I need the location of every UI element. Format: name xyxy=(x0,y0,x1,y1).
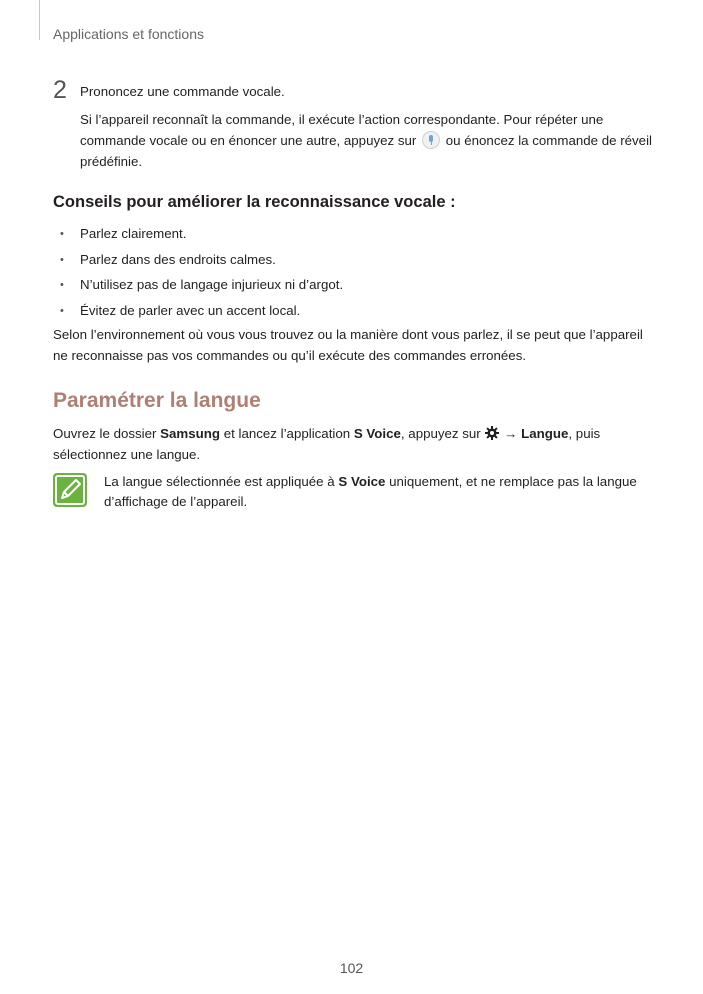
app-name: S Voice xyxy=(353,426,401,441)
app-name: S Voice xyxy=(338,474,386,489)
tip-text: Parlez clairement. xyxy=(80,226,187,241)
running-header: Applications et fonctions xyxy=(53,26,204,42)
instruction-text: , puis sélectionnez une langue. xyxy=(53,426,601,462)
tip-text: Parlez dans des endroits calmes. xyxy=(80,251,276,267)
section-title: Paramétrer la langue xyxy=(53,389,261,412)
step-text-after: ou énoncez la commande de réveil prédéfinie. xyxy=(80,133,652,169)
section-instructions xyxy=(53,423,653,465)
step-description xyxy=(80,109,655,172)
list-item xyxy=(53,251,343,277)
instruction-text: et lancez l’application xyxy=(223,426,351,441)
page-number: 102 xyxy=(339,960,364,976)
instruction-text: Ouvrez le dossier xyxy=(53,426,157,441)
menu-item-langue: Langue xyxy=(521,426,569,441)
bullet-icon: • xyxy=(60,253,64,266)
list-item xyxy=(53,225,343,251)
tips-note: Selon l’environnement où vous vous trouvez ou la manière dont vous parlez, il se peut que l’appareil ne reconnaisse pas vos commandes ou qu’il exécute des commandes erronées. xyxy=(53,327,643,363)
tips-list xyxy=(53,225,343,327)
note-text xyxy=(104,472,654,512)
step-title: Prononcez une commande vocale. xyxy=(80,84,285,99)
note-text-part: La langue sélectionnée est appliquée à xyxy=(104,474,335,489)
bullet-icon: • xyxy=(60,279,64,291)
folder-name: Samsung xyxy=(160,426,221,441)
margin-rule xyxy=(39,0,40,40)
arrow: → xyxy=(504,426,518,441)
step-text-before: Si l’appareil reconnaît la commande, il exécute l’action correspondante. Pour répéter une commande vocale ou en énoncer une autre, appuyez sur xyxy=(80,112,604,148)
tip-text: Évitez de parler avec un accent local. xyxy=(80,302,301,318)
step-number: 2 xyxy=(53,76,67,104)
instruction-text: , appuyez sur xyxy=(400,426,481,441)
bullet-icon: • xyxy=(60,304,64,317)
tips-heading: Conseils pour améliorer la reconnaissance vocale : xyxy=(53,193,456,211)
list-item xyxy=(53,276,343,302)
note-icon xyxy=(53,473,87,507)
microphone-icon xyxy=(422,131,440,149)
bullet-icon: • xyxy=(60,228,64,240)
tip-text: N’utilisez pas de langage injurieux ni d’argot. xyxy=(80,277,344,292)
note-text-part: uniquement, et ne remplace pas la langue d’affichage de l’appareil. xyxy=(104,474,637,509)
gear-icon xyxy=(485,426,499,440)
